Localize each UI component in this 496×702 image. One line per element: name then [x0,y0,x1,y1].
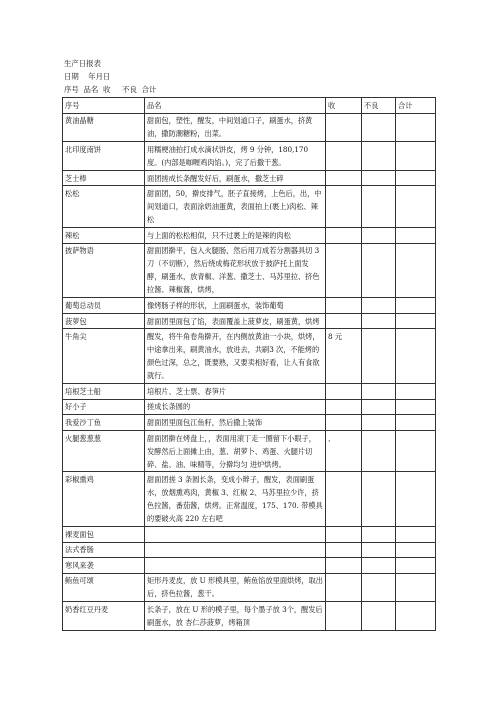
product-desc [145,542,326,558]
product-desc: 搓成长条圆的 [145,399,326,415]
qty-cell [326,399,362,415]
total-cell [396,573,436,602]
bad-cell [362,243,396,298]
col-header-index: 序号 [63,98,145,114]
product-desc: 像烤肠子样的形状，上面刷蛋水，装饰葡萄 [145,298,326,314]
product-desc: 长条子，放在 U 形的模子里，每个墨子放 3个，醒发后刷蛋水，放 杏仁莎菠萝，烤箱顶 [145,602,326,631]
product-name: 披萨物语 [63,243,145,298]
bad-cell [362,542,396,558]
table-row [63,415,436,431]
product-name: 葡萄总动员 [63,298,145,314]
table-header-row [63,98,436,114]
bad-cell [362,170,396,186]
col-header-name: 品名 [145,98,326,114]
total-cell [396,430,436,472]
bad-cell [362,313,396,329]
table-row [63,542,436,558]
qty-cell [326,558,362,574]
qty-cell [326,313,362,329]
col-header-bad: 不良 [362,98,396,114]
product-name: 鲔鱼可颂 [63,573,145,602]
qty-cell [326,113,362,142]
table-row [63,383,436,399]
report-title: 生产日报表 [64,59,101,68]
total-cell [396,526,436,542]
table-row [63,329,436,384]
bad-cell [362,602,396,631]
product-desc: 甜面包，塑性，醒发，中间划道口子，刷蛋水，挤黄油，撒防潮糖粉，出菜。 [145,113,326,142]
total-cell [396,186,436,228]
product-name: 黄油晶糖 [63,113,145,142]
total-cell [396,313,436,329]
qty-cell [326,227,362,243]
product-name: 辣松 [63,227,145,243]
fields-line: 序号 品名 收 不良 合计 [64,85,157,94]
table-row [63,186,436,228]
product-name: 芝士棒 [63,170,145,186]
product-desc: 用糯梗油拍打成水滴状饼皮，烤 9 分钟，180,170 度。(内部是咖喱鸡肉馅。)，完了后撒干葱。 [145,142,326,171]
table-row [63,558,436,574]
bad-cell [362,399,396,415]
qty-cell [326,186,362,228]
product-name: 菠萝包 [63,313,145,329]
qty-cell [326,472,362,527]
qty-cell [326,526,362,542]
product-desc [145,526,326,542]
qty-cell [326,542,362,558]
product-name: 寒风来袭 [63,558,145,574]
table-row [63,472,436,527]
qty-cell [326,383,362,399]
bad-cell [362,383,396,399]
total-cell [396,170,436,186]
col-header-total: 合计 [396,98,436,114]
table-row [63,430,436,472]
date-line: 日期 年月日 [64,72,111,81]
total-cell [396,113,436,142]
qty-cell [326,142,362,171]
table-row [63,602,436,631]
qty-cell [326,415,362,431]
product-name: 火腿葱葱葱 [63,430,145,472]
product-desc: 甜面团，50，擀皮排气，胚子直接烤，上色后，出，中间划道口，表面涂奶油蛋黄，表面拍上(裹上)肉松、辣松 [145,186,326,228]
bad-cell [362,472,396,527]
product-desc: 甜面团擀平，包入火腿肠，然后用刀成若分割器具切 3 刀（不切断），然后绕成梅花形状放于披萨托上面发酵，刷蛋水，放青椒、洋葱、撒芝士、马苏里拉、挤色拉酱、辣椒酱，烘烤， [145,243,326,298]
product-name: 牛角尖 [63,329,145,384]
product-desc [145,558,326,574]
production-table [62,97,436,631]
bad-cell [362,329,396,384]
product-name: 我爱沙丁鱼 [63,415,145,431]
table-row [63,113,436,142]
total-cell [396,472,436,527]
product-name: 培根芝士船 [63,383,145,399]
total-cell [396,329,436,384]
qty-cell [326,602,362,631]
product-desc: 甜面团里面包了馅，表面覆盖上菠萝皮，刷蛋黄，烘烤 [145,313,326,329]
bad-cell [362,298,396,314]
table-row [63,399,436,415]
total-cell [396,383,436,399]
total-cell [396,243,436,298]
table-row [63,573,436,602]
bad-cell [362,186,396,228]
qty-cell [326,170,362,186]
product-desc: 甜面团擀在烤盘上，，表面用滚丁走一圈留下小眼子，发酵然后上面摊上由，葱、胡萝卜、鸡蛋、火腿片切碎、盐、油、味精等，分擀均匀 进炉烘烤。 [145,430,326,472]
table-row [63,170,436,186]
product-name: 松松 [63,186,145,228]
total-cell [396,542,436,558]
total-cell [396,298,436,314]
bad-cell [362,113,396,142]
product-name: 彩椒熏鸡 [63,472,145,527]
bad-cell [362,227,396,243]
qty-cell [326,573,362,602]
total-cell [396,227,436,243]
product-name: 法式香肠 [63,542,145,558]
total-cell [396,558,436,574]
product-name: 北印度南饼 [63,142,145,171]
product-desc: 矩形丹麦皮，放 U 形模具里，鲔鱼馅放里面烘烤，取出后，挤色拉酱，葱干。 [145,573,326,602]
table-row [63,526,436,542]
table-row [63,243,436,298]
qty-cell: 8 元 [326,329,362,384]
table-row [63,227,436,243]
product-desc: 甜面团搓 3 条圆长条，变成小辫子，醒发，表面刷蛋水，放烟熏鸡肉，黄椒 3、红椒 2、马苏里拉少许，挤色拉酱，番茄酱，烘烤。正常温度，175、170. 带模具的要破火高 220 左右吧 [145,472,326,527]
total-cell [396,602,436,631]
product-name: 好小子 [63,399,145,415]
bad-cell [362,415,396,431]
bad-cell [362,142,396,171]
product-desc: 与上面的松松相似，只不过裹上的是辣的肉松 [145,227,326,243]
bad-cell [362,558,396,574]
table-row [63,313,436,329]
product-name: 奶香红豆丹麦 [63,602,145,631]
bad-cell [362,573,396,602]
product-desc: 甜面团里面包江鱼籽，然后撒上装饰 [145,415,326,431]
qty-cell [326,298,362,314]
bad-cell [362,526,396,542]
table-row [63,298,436,314]
qty-cell [326,243,362,298]
col-header-qty: 收 [326,98,362,114]
product-name: 裸麦面包 [63,526,145,542]
product-desc: 醒发，将牛角卷角擀开，在内侧放黄油一小块，烘烤，中途拿出来，刷黄油水，放进去，共刷3 次，不能烤的颜色过深，总之，既要熟，又要卖相好看，让人有食欲就行。 [145,329,326,384]
product-desc: 面团搓成长条醒发好后，刷蛋水，撒芝士碎 [145,170,326,186]
total-cell [396,399,436,415]
product-desc: 培根片、芝士票、春笋片 [145,383,326,399]
total-cell [396,142,436,171]
table-row [63,142,436,171]
qty-cell: 、 [326,430,362,472]
bad-cell [362,430,396,472]
total-cell [396,415,436,431]
